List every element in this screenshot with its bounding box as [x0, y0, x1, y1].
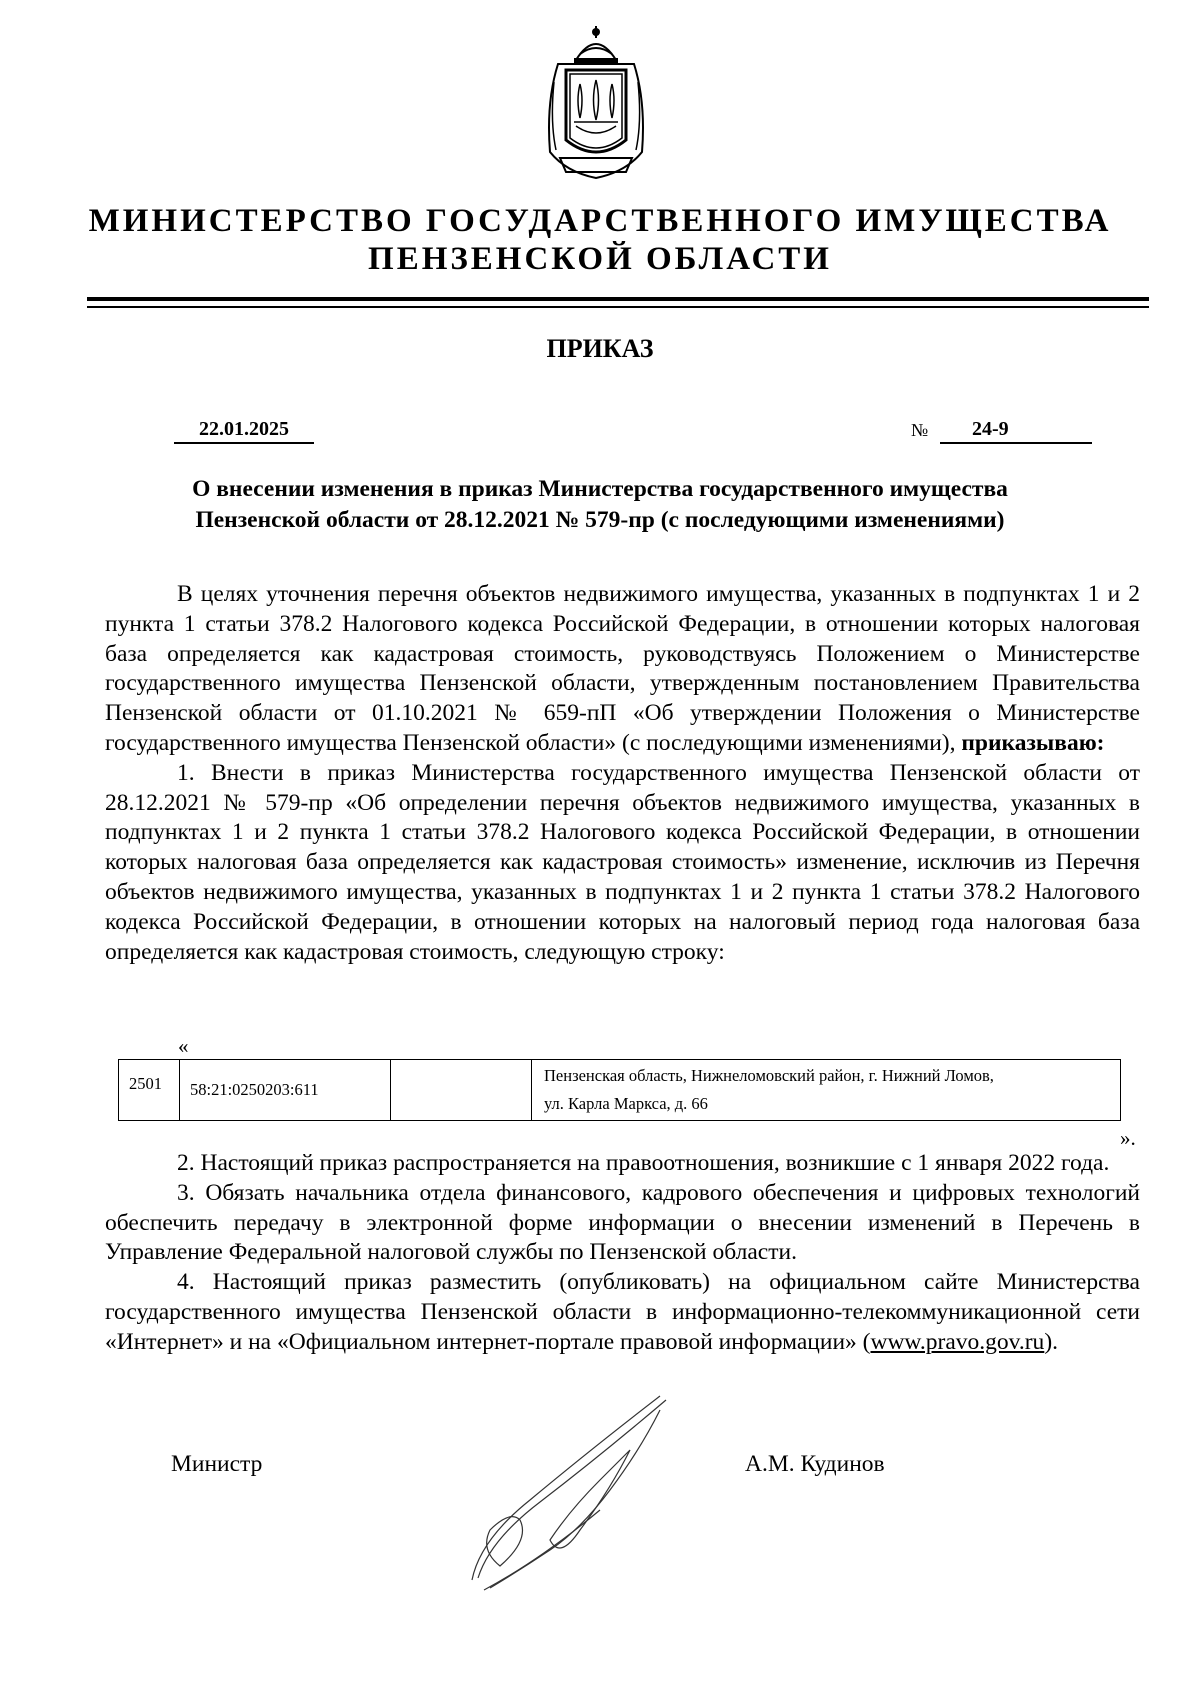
quote-close: ». [1120, 1126, 1136, 1150]
preamble-text: В целях уточнения перечня объектов недвижимого имущества, указанных в подпунктах 1 и 2 пункта 1 статьи 378.2 Налогового кодекса Российской Федерации, в отношении которых налоговая база определяется как кадастровая стоимость, руководствуясь Положением о Министерстве государственного имущества Пензенской области, утвержденным постановлением Правительства Пензенской области от 01.10.2021 № 659-пП «Об утверждении Положения о Министерстве государственного имущества Пензенской области» (с последующими изменениями), [105, 581, 1140, 756]
preamble-paragraph [105, 580, 1140, 759]
ministry-name-line2: ПЕНЗЕНСКОЙ ОБЛАСТИ [368, 241, 832, 277]
pravo-gov-link[interactable]: www.pravo.gov.ru [870, 1328, 1045, 1355]
order-body-part1 [105, 580, 1140, 967]
table-row [119, 1060, 1121, 1121]
signer-name: А.М. Кудинов [745, 1451, 885, 1477]
item-4-end: ). [1044, 1328, 1059, 1355]
order-subject [100, 474, 1100, 536]
order-number-label: № [911, 420, 929, 440]
item-1-paragraph: 1. Внести в приказ Министерства государственного имущества Пензенской области от 28.12.2021 № 579-пр «Об определении перечня объектов недвижимого имущества, указанных в подпунктах 1 и 2 пункта 1 статьи 378.2 Налогового кодекса Российской Федерации, в отношении которых налоговая база определяется как кадастровая стоимость» изменение, исключив из Перечня объектов недвижимого имущества, указанных в подпунктах 1 и 2 пункта 1 статьи 378.2 Налогового кодекса Российской Федерации, в отношении которых на налоговый период года налоговая база определяется как кадастровая стоимость, следующую строку: [105, 759, 1140, 965]
address-line2: ул. Карла Маркса, д. 66 [544, 1094, 708, 1113]
cadastral-number-cell: 58:21:0250203:611 [180, 1060, 391, 1121]
item-2-paragraph: 2. Настоящий приказ распространяется на правоотношения, возникшие с 1 января 2022 года. [177, 1150, 1110, 1176]
header-divider-thin [87, 306, 1149, 308]
order-number: 24-9 [940, 418, 1092, 444]
order-subject-line2: Пензенской области от 28.12.2021 № 579-пр (с последующими изменениями) [195, 507, 1005, 533]
signer-position: Министр [171, 1451, 263, 1477]
address-cell [532, 1060, 1121, 1121]
preamble-decree-word: приказываю: [961, 729, 1105, 756]
handwritten-signature-icon [460, 1390, 680, 1600]
address-line1: Пензенская область, Нижнеломовский район, г. Нижний Ломов, [544, 1066, 994, 1085]
quote-open: « [178, 1034, 189, 1058]
order-body-part2 [105, 1149, 1140, 1358]
item-4-text: 4. Настоящий приказ разместить (опубликовать) на официальном сайте Министерства государственного имущества Пензенской области в информационно-телекоммуникационной сети «Интернет» и на «Официальном интернет-портале правовой информации» ( [105, 1269, 1140, 1355]
order-title: ПРИКАЗ [546, 334, 654, 363]
item-3-paragraph: 3. Обязать начальника отдела финансового, кадрового обеспечения и цифровых технологий обеспечить передачу в электронной форме информации о внесении изменений в Перечень в Управление Федеральной налоговой службы по Пензенской области. [105, 1179, 1140, 1266]
order-date: 22.01.2025 [174, 418, 314, 444]
order-subject-line1: О внесении изменения в приказ Министерства государственного имущества [192, 476, 1008, 502]
empty-cell [391, 1060, 532, 1121]
item-4-paragraph [105, 1268, 1140, 1357]
header-divider-thick [87, 297, 1149, 301]
excluded-object-table [118, 1059, 1121, 1121]
coat-of-arms-icon [536, 22, 656, 182]
ministry-name-line1: МИНИСТЕРСТВО ГОСУДАРСТВЕННОГО ИМУЩЕСТВА [88, 203, 1112, 239]
row-number-cell: 2501 [119, 1060, 180, 1121]
